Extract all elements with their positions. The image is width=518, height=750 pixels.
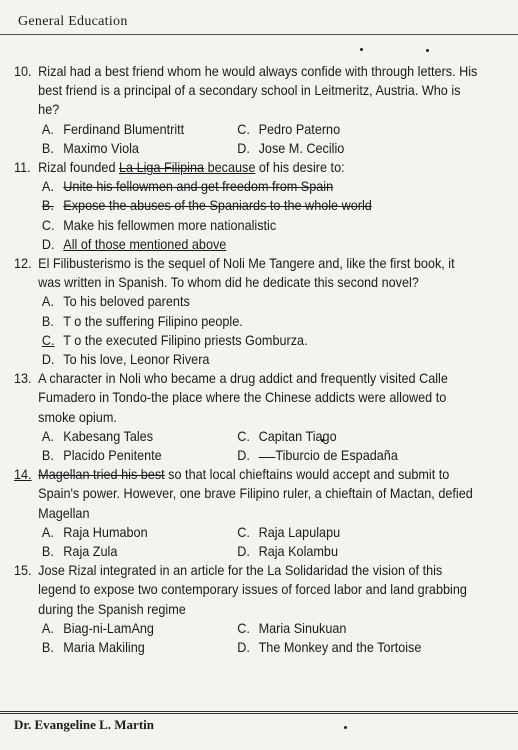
option-a (42, 177, 333, 196)
option-d (42, 235, 226, 254)
option-letter: D. (41, 236, 55, 252)
question-stem: Jose Rizal integrated in an article for the La Solidaridad the vision of this legend to expose two contemporary issues of forced labor and land grabbing during the Spanish regime (38, 563, 467, 617)
question-stem-part: so that local chieftains would accept and submit to Spain's power. However, one brave Filipino ruler, a chieftain of Mactan, defied Magellan (38, 467, 473, 521)
option-d (237, 542, 338, 561)
option-text: All of those mentioned above (63, 236, 227, 252)
option-letter: A. (41, 524, 54, 540)
question-number: 14. (14, 467, 32, 483)
option-letter: C. (41, 332, 55, 348)
question-number: 15. (14, 563, 32, 579)
option-text: Raja Lapulapu (258, 524, 341, 540)
question-number: 11. (14, 160, 31, 176)
option-letter: B. (41, 640, 54, 656)
option-letter: A. (41, 620, 54, 636)
struck-text: because (204, 160, 256, 176)
question-stem: El Filibusterismo is the sequel of Noli Me Tangere and, like the first book, it was written in Spanish. To whom did he dedicate this second novel? (38, 256, 455, 291)
question-13 (14, 369, 479, 465)
option-text: Unite his fellowmen and get freedom from Spain (63, 179, 334, 195)
page-footer: Dr. Evangeline L. Martin (14, 717, 154, 732)
option-text: Placido Penitente (63, 448, 162, 464)
option-text: Expose the abuses of the Spaniards to the whole world (63, 198, 372, 214)
option-text: T o the executed Filipino priests Gomburza. (63, 332, 308, 348)
option-a (42, 120, 237, 139)
scan-speck (344, 726, 347, 729)
option-d (42, 350, 210, 369)
option-a (42, 427, 237, 446)
question-number: 12. (14, 256, 32, 272)
option-c (237, 427, 336, 446)
question-list (14, 62, 479, 657)
question-10 (14, 62, 479, 158)
option-letter: D. (237, 544, 250, 560)
option-text: Maria Makiling (63, 640, 145, 656)
option-a (42, 292, 190, 311)
option-b (42, 312, 243, 331)
option-text: To his love, Leonor Rivera (63, 352, 210, 368)
question-stem-part: of his desire to: (255, 160, 345, 176)
option-letter: B. (41, 313, 54, 329)
option-letter: A. (41, 179, 54, 195)
option-d (237, 139, 344, 158)
option-d (237, 446, 398, 465)
option-a (42, 619, 237, 638)
underlined-title (119, 160, 204, 175)
option-letter: A. (41, 294, 54, 310)
option-text: Maria Sinukuan (258, 620, 347, 636)
struck-text: Magellan tried his best (38, 467, 165, 483)
option-letter: C. (237, 121, 250, 137)
option-c (237, 619, 346, 638)
option-c (42, 331, 308, 350)
question-number: 13. (14, 371, 32, 387)
option-text: Jose M. Cecilio (258, 140, 345, 156)
option-letter: B. (41, 140, 54, 156)
scan-speck (426, 49, 429, 52)
option-b (42, 196, 372, 215)
answer-blank (259, 446, 276, 458)
scan-speck (360, 48, 363, 51)
option-letter: C. (237, 620, 250, 636)
option-text: The Monkey and the Tortoise (258, 640, 422, 656)
option-text: T o the suffering Filipino people. (63, 313, 243, 329)
option-letter: D. (237, 640, 250, 656)
header-rule (0, 34, 518, 35)
option-letter: D. (237, 140, 250, 156)
question-stem-part: Rizal founded (38, 160, 120, 176)
option-b (42, 638, 237, 657)
option-b (42, 139, 237, 158)
option-letter: B. (41, 448, 54, 464)
option-letter: B. (41, 198, 54, 214)
option-letter: D. (41, 352, 55, 368)
question-12 (14, 254, 479, 369)
option-text: To his beloved parents (63, 294, 190, 310)
option-letter: C. (237, 524, 250, 540)
option-text: Raja Kolambu (258, 544, 339, 560)
option-d (237, 638, 421, 657)
question-11 (14, 158, 479, 254)
option-letter: C. (237, 428, 250, 444)
option-c (237, 523, 340, 542)
question-stem: Rizal had a best friend whom he would always confide with through letters. His best friend is a principal of a secondary school in Leitmeritz, Austria. Who is he? (38, 64, 478, 118)
option-text: Maximo Viola (63, 140, 139, 156)
footer-rule (0, 711, 518, 714)
option-text: Tiburcio de Espadaña (275, 448, 398, 464)
option-c (237, 120, 340, 139)
option-b (42, 446, 237, 465)
question-number: 10. (14, 64, 32, 79)
option-text: Make his fellowmen more nationalistic (63, 217, 277, 233)
option-letter: C. (41, 217, 55, 233)
option-text: Raja Zula (63, 544, 118, 560)
option-text: Biag-ni-LamAng (63, 620, 154, 636)
question-15 (14, 561, 479, 657)
option-text: Kabesang Tales (63, 428, 154, 444)
option-c (42, 216, 276, 235)
struck-text: La Liga Filipina (119, 160, 205, 176)
question-stem: A character in Noli who became a drug addict and frequently visited Calle Fumadero in Tondo-the place where the Chinese addicts were allowed to smoke opium. (38, 371, 448, 425)
option-letter: A. (41, 121, 54, 137)
option-text: Capitan Tiago (258, 428, 337, 444)
question-14 (14, 465, 479, 561)
option-letter: D. (237, 448, 250, 464)
option-letter: B. (41, 544, 54, 560)
option-text: Pedro Paterno (258, 121, 341, 137)
option-text: Ferdinand Blumentritt (63, 121, 185, 137)
option-b (42, 542, 237, 561)
option-a (42, 523, 237, 542)
option-letter: A. (41, 428, 54, 444)
option-text: Raja Humabon (63, 524, 148, 540)
page-header: General Education (18, 14, 128, 29)
